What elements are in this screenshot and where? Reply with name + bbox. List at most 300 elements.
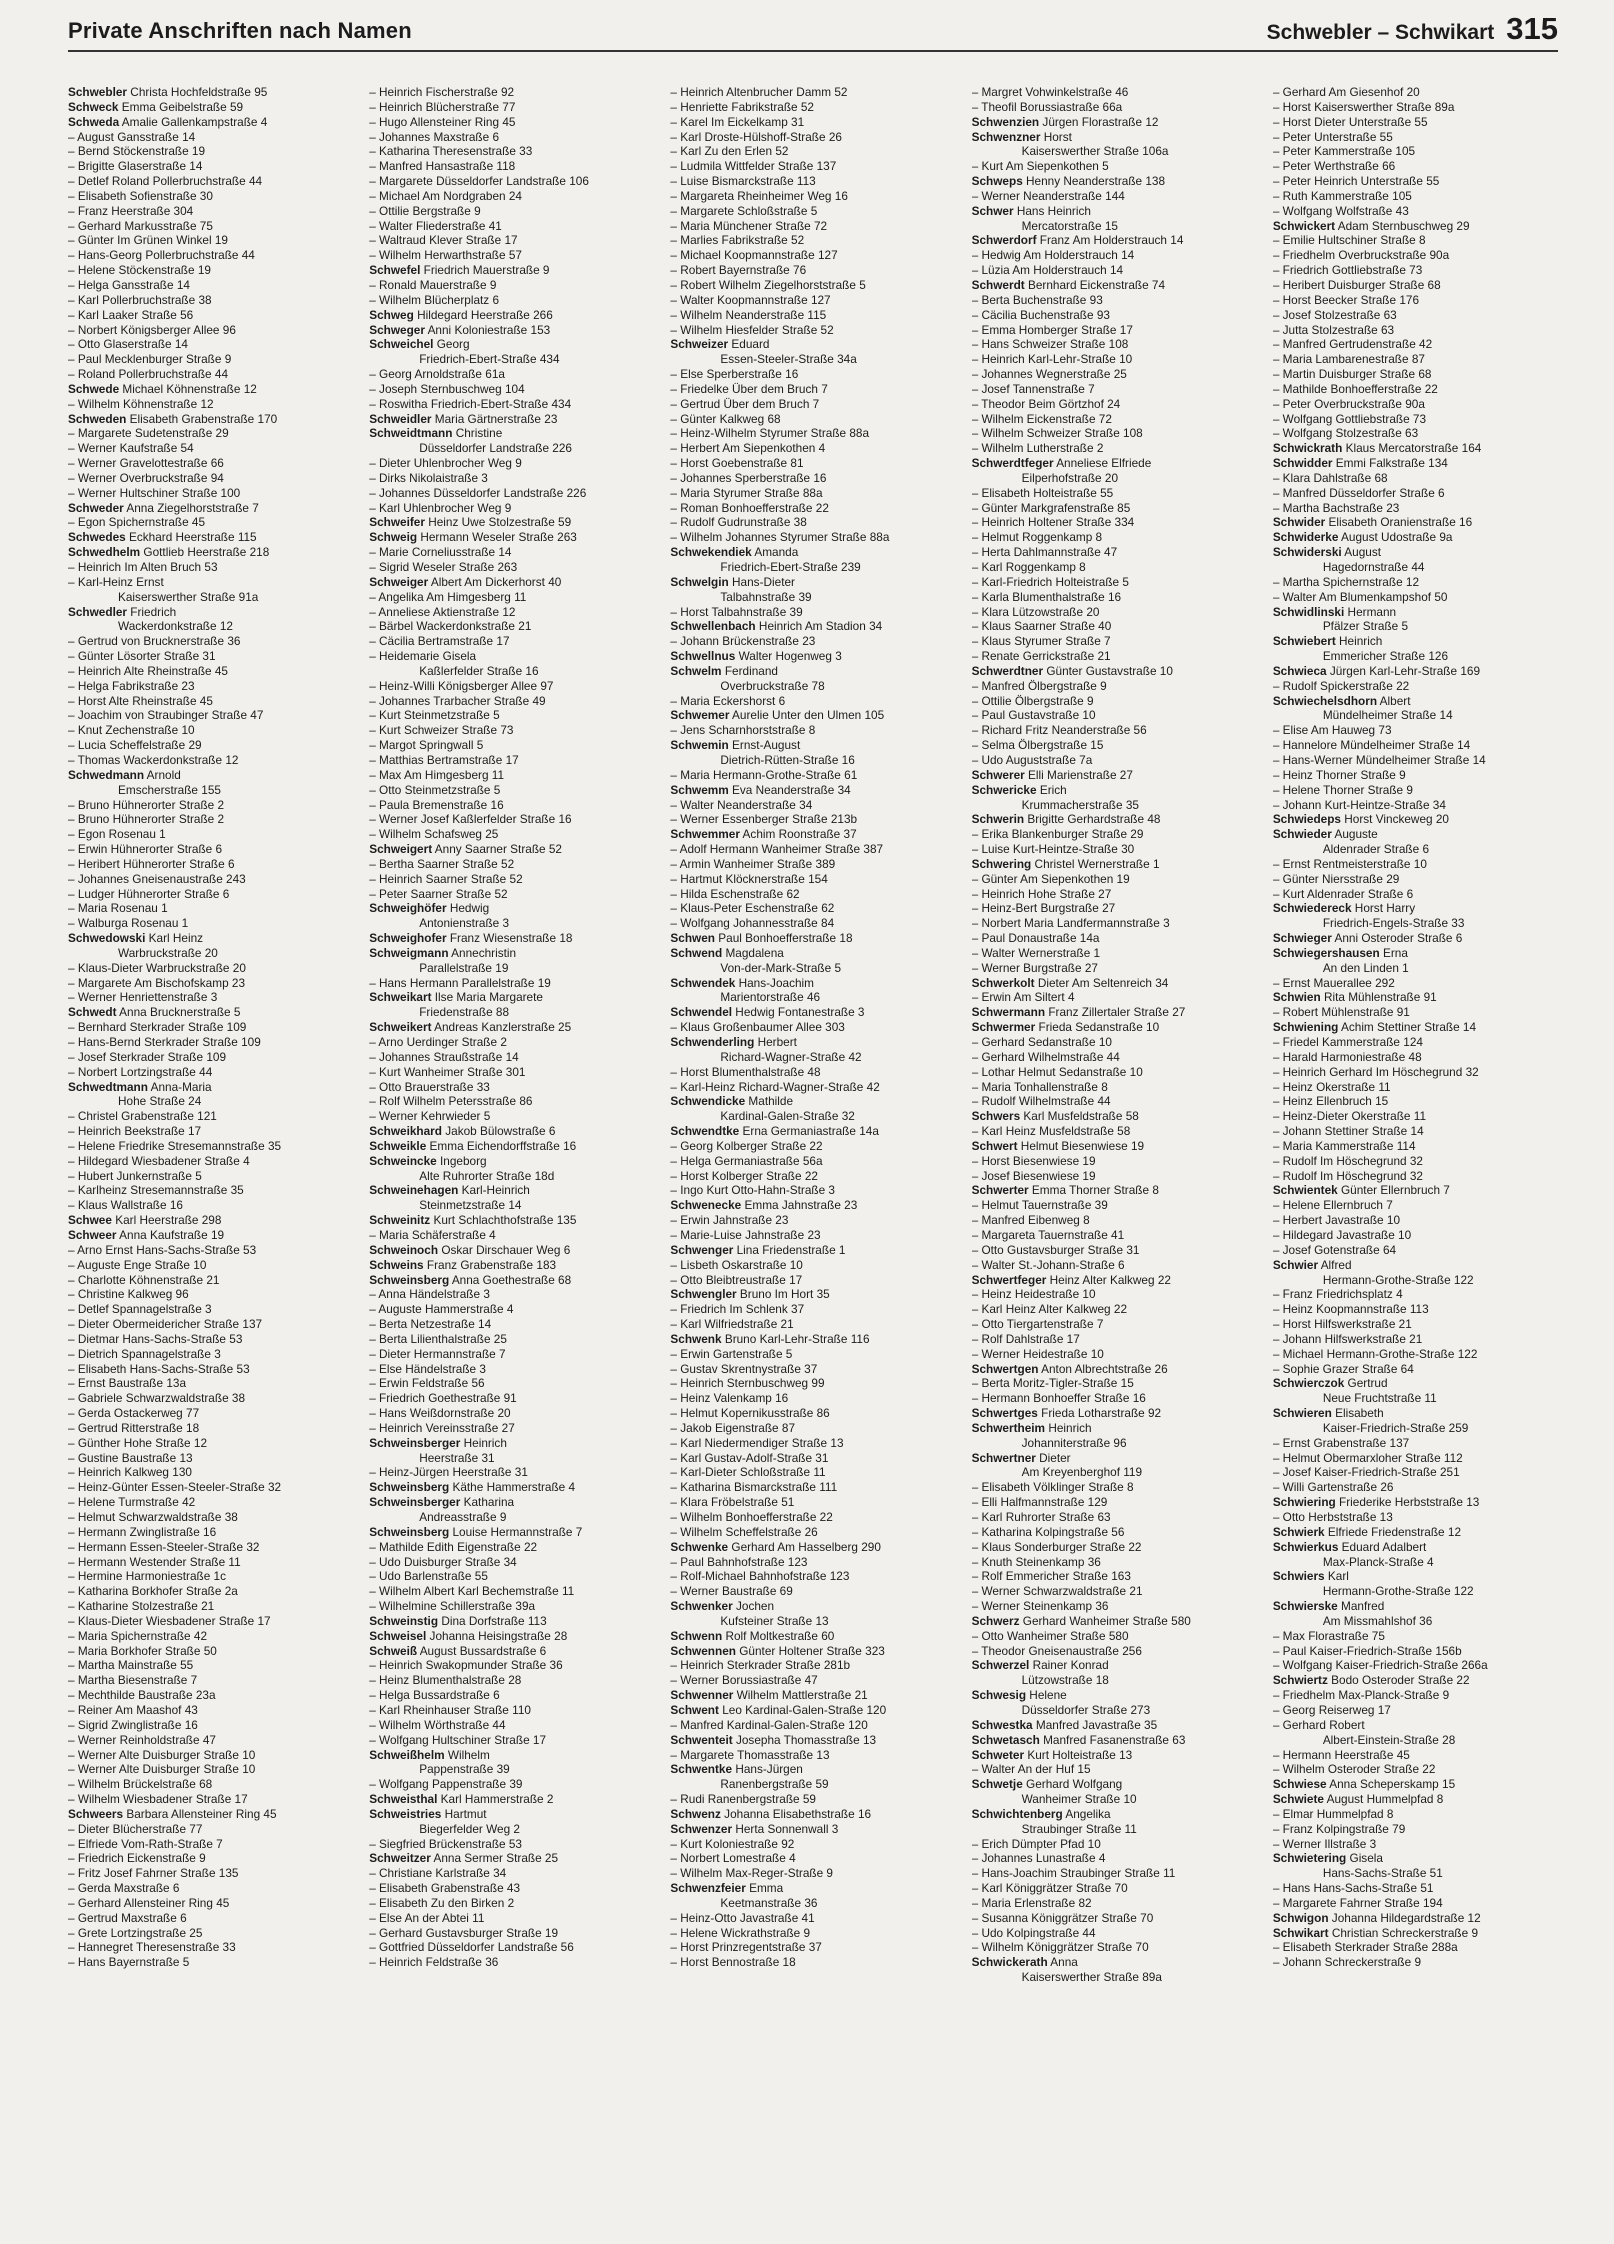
entry-text: – Wilhelm Herwarthstraße 57: [369, 248, 522, 263]
entry-text: – Heinrich Altenbrucher Damm 52: [670, 85, 848, 99]
directory-entry: [670, 1035, 955, 1050]
directory-entry: [68, 1436, 353, 1451]
directory-entry: [68, 308, 353, 323]
directory-entry: [670, 1837, 955, 1852]
directory-entry: [68, 144, 353, 159]
directory-entry: [369, 1436, 654, 1451]
surname: Schweisthal: [369, 1792, 438, 1807]
entry-text: – Werner Baustraße 69: [670, 1584, 793, 1599]
directory-entry: [1273, 130, 1558, 145]
surname: Schwieren: [1272, 1406, 1332, 1421]
directory-entry: [369, 1480, 654, 1495]
directory-entry: [972, 323, 1257, 338]
surname: Schwenteit: [670, 1732, 733, 1747]
surname: Schwenzfeier: [670, 1881, 746, 1896]
directory-entry: [68, 85, 353, 100]
surname: Schweinsberg: [369, 1524, 450, 1539]
directory-entry: [1273, 1302, 1558, 1317]
entry-text: Mercatorstraße 15: [1021, 218, 1118, 233]
entry-text: – Heinrich Gerhard Im Höschegrund 32: [1272, 1064, 1479, 1079]
directory-entry: [1273, 219, 1558, 234]
directory-entry: [68, 738, 353, 753]
surname: Schwendel: [670, 1005, 733, 1020]
entry-text: – Wilhelm Königgrätzer Straße 70: [971, 1940, 1149, 1955]
directory-entry: [670, 1555, 955, 1570]
entry-text: – Erika Blankenburger Straße 29: [971, 827, 1144, 842]
entry-text: – Kurt Schweizer Straße 73: [369, 723, 514, 738]
entry-text: – Wolfgang Stolzestraße 63: [1272, 426, 1419, 441]
directory-entry: [1273, 530, 1558, 545]
entry-text: Barbara Allensteiner Ring 45: [123, 1806, 277, 1821]
directory-entry: [972, 946, 1257, 961]
directory-entry: [68, 634, 353, 649]
entry-text: – Georg Reiserweg 17: [1272, 1702, 1391, 1717]
directory-entry: [68, 115, 353, 130]
directory-entry: [972, 1688, 1257, 1703]
directory-entry: [369, 1109, 654, 1124]
entry-text: – Wilhelm Köhnenstraße 12: [68, 396, 214, 411]
entry-text: Hohe Straße 24: [118, 1094, 202, 1109]
directory-entry: [670, 1287, 955, 1302]
entry-text: – Theofil Borussiastraße 66a: [971, 99, 1123, 114]
directory-column-1: [68, 85, 353, 2235]
entry-text: – Joseph Sternbuschweg 104: [369, 381, 525, 396]
entry-text: – Karl Heinz Alter Kalkweg 22: [971, 1302, 1128, 1317]
directory-entry: [369, 1792, 654, 1807]
directory-entry: [68, 278, 353, 293]
entry-text: Emma Eichendorffstraße 16: [426, 1138, 577, 1153]
surname: Schwertges: [971, 1406, 1038, 1421]
directory-entry: [1273, 382, 1558, 397]
entry-text: Angelika: [1062, 1806, 1111, 1821]
directory-entry: [68, 1169, 353, 1184]
directory-entry: [369, 1540, 654, 1555]
directory-entry: [972, 308, 1257, 323]
directory-entry: [972, 441, 1257, 456]
entry-text: – August Gansstraße 14: [68, 129, 196, 144]
directory-entry: [670, 278, 955, 293]
entry-text: – Josef Gotenstraße 64: [1272, 1242, 1397, 1257]
surname: Schwidlinski: [1272, 604, 1345, 619]
entry-text: Karl Heinz: [145, 931, 204, 946]
directory-entry: [369, 872, 654, 887]
entry-text: Alfred: [1318, 1257, 1352, 1272]
entry-text: – Werner Neanderstraße 144: [971, 188, 1125, 203]
entry-text: – Maria Spichernstraße 42: [68, 1628, 208, 1643]
entry-text: Mathilde: [745, 1094, 794, 1109]
entry-text: – Cäcilia Bertramstraße 17: [369, 634, 510, 649]
entry-text: Am Missmahlshof 36: [1322, 1613, 1433, 1628]
entry-text: – Karl Niedermendiger Straße 13: [670, 1435, 844, 1450]
directory-entry: [369, 1896, 654, 1911]
entry-text: – Horst Biesenwiese 19: [971, 1153, 1096, 1168]
entry-text: – Manfred Kardinal-Galen-Straße 120: [670, 1717, 868, 1732]
directory-entry: [1273, 1406, 1558, 1421]
surname: Schwierk: [1272, 1524, 1325, 1539]
entry-text: – Paula Bremenstraße 16: [369, 797, 504, 812]
entry-text: – Karl Uhlenbrocher Weg 9: [369, 500, 512, 515]
directory-entry: [1273, 1792, 1558, 1807]
directory-entry: [972, 1451, 1257, 1466]
entry-text: – Angelika Am Himgesberg 11: [369, 589, 527, 604]
entry-text: Max-Planck-Straße 4: [1322, 1554, 1434, 1569]
directory-entry: [972, 1213, 1257, 1228]
entry-text: Am Kreyenberghof 119: [1021, 1465, 1143, 1480]
entry-text: Karl-Heinrich: [458, 1183, 530, 1198]
directory-entry: [1273, 1465, 1558, 1480]
directory-entry: [972, 233, 1257, 248]
entry-text: – Gustav Skrentnystraße 37: [670, 1361, 818, 1376]
directory-entry: [670, 1629, 955, 1644]
entry-text: – Arno Ernst Hans-Sachs-Straße 53: [68, 1242, 257, 1257]
directory-entry: [369, 1273, 654, 1288]
directory-entry: [1273, 738, 1558, 753]
entry-text: – Heinrich Sterkrader Straße 281b: [670, 1658, 851, 1673]
entry-text: – Josef Tannenstraße 7: [971, 381, 1095, 396]
directory-entry: [68, 1614, 353, 1629]
directory-entry: [972, 1762, 1257, 1777]
directory-entry: [68, 1198, 353, 1213]
directory-entry: [1273, 501, 1558, 516]
entry-text: – Otto Herbststraße 13: [1272, 1510, 1393, 1524]
entry-text: – Elisabeth Hans-Sachs-Straße 53: [68, 1361, 250, 1376]
entry-text: – Michael Am Nordgraben 24: [369, 188, 522, 203]
entry-text: – Margarete Sudetenstraße 29: [68, 426, 229, 441]
directory-entry: [1273, 649, 1558, 664]
entry-text: – Egon Rosenau 1: [68, 827, 166, 842]
entry-text: Dietrich-Rütten-Straße 16: [720, 752, 855, 767]
directory-entry: [68, 412, 353, 427]
surname: Schwider: [1272, 515, 1326, 530]
entry-text: – Peter Saarner Straße 52: [369, 886, 508, 901]
directory-entry: [369, 1703, 654, 1718]
directory-entry: [670, 1109, 955, 1124]
directory-entry: [670, 1005, 955, 1020]
surname: Schweigert: [369, 842, 433, 857]
directory-entry: [1273, 605, 1558, 620]
directory-entry: [1273, 456, 1558, 471]
page-header: [68, 10, 1558, 52]
entry-text: Heinz Uwe Stolzestraße 59: [424, 515, 572, 530]
surname: Schwierczok: [1272, 1376, 1345, 1391]
entry-text: Manfred Javastraße 35: [1032, 1717, 1158, 1732]
directory-entry: [670, 901, 955, 916]
directory-entry: [972, 1822, 1257, 1837]
directory-entry: [1273, 1451, 1558, 1466]
directory-entry: [369, 352, 654, 367]
entry-text: Christine: [452, 426, 503, 441]
entry-text: – Rolf-Michael Bahnhofstraße 123: [670, 1569, 850, 1584]
entry-text: – Helmut Roggenkamp 8: [971, 530, 1103, 545]
directory-entry: [1273, 768, 1558, 783]
directory-entry: [1273, 946, 1558, 961]
entry-text: Gottlieb Heerstraße 218: [140, 545, 270, 560]
entry-text: Marientorstraße 46: [720, 990, 821, 1005]
directory-entry: [972, 768, 1257, 783]
surname: Schweikle: [369, 1138, 427, 1153]
surname: Schweins: [369, 1257, 424, 1272]
entry-text: Emmericher Straße 126: [1322, 649, 1449, 664]
directory-entry: [1273, 1183, 1558, 1198]
directory-entry: [972, 1837, 1257, 1852]
entry-text: – Gertrud Ritterstraße 18: [68, 1420, 200, 1435]
entry-text: – Berta Lilienthalstraße 25: [369, 1331, 507, 1346]
entry-text: – Erich Dümpter Pfad 10: [971, 1836, 1101, 1851]
directory-entry: [670, 1510, 955, 1525]
directory-entry: [369, 530, 654, 545]
directory-entry: [972, 1020, 1257, 1035]
directory-entry: [369, 293, 654, 308]
surname: Schweinstig: [369, 1613, 439, 1628]
entry-text: Magdalena: [722, 945, 784, 960]
entry-text: – Günter Am Siepenkothen 19: [971, 871, 1130, 886]
directory-entry: [972, 248, 1257, 263]
directory-entry: [1273, 1555, 1558, 1570]
surname: Schwedtmann: [68, 1079, 148, 1094]
directory-entry: [670, 174, 955, 189]
entry-text: – Elise Am Hauweg 73: [1272, 723, 1392, 738]
entry-text: – Elfriede Vom-Rath-Straße 7: [68, 1836, 223, 1851]
directory-entry: [1273, 545, 1558, 560]
surname: Schwerin: [971, 812, 1025, 827]
entry-text: – Walburga Rosenau 1: [68, 916, 189, 931]
directory-entry: [68, 812, 353, 827]
directory-entry: [369, 159, 654, 174]
surname: Schwefel: [369, 263, 421, 278]
entry-text: – Berta Buchenstraße 93: [971, 292, 1103, 307]
directory-entry: [670, 85, 955, 100]
entry-text: – Walter Am Blumenkampshof 50: [1272, 589, 1448, 604]
entry-text: Käthe Hammerstraße 4: [449, 1480, 576, 1495]
entry-text: – Werner Alte Duisburger Straße 10: [68, 1762, 256, 1777]
entry-text: – Hannegret Theresenstraße 33: [68, 1940, 236, 1955]
directory-entry: [369, 144, 654, 159]
surname: Schweinsberg: [369, 1272, 450, 1287]
entry-text: Hans Heinrich: [1013, 203, 1091, 218]
directory-entry: [369, 1139, 654, 1154]
directory-entry: [1273, 887, 1558, 902]
directory-entry: [68, 486, 353, 501]
entry-text: – Johann Hilfswerkstraße 21: [1272, 1331, 1423, 1346]
directory-entry: [670, 1896, 955, 1911]
entry-text: Katharina: [460, 1495, 515, 1510]
entry-text: – Margarete Düsseldorfer Landstraße 106: [369, 174, 589, 189]
directory-entry: [670, 1822, 955, 1837]
directory-entry: [369, 412, 654, 427]
surname: Schweda: [68, 114, 120, 129]
directory-entry: [670, 1955, 955, 1970]
entry-text: – Mathilde Bonhoefferstraße 22: [1272, 381, 1438, 396]
surname: Schweifer: [369, 515, 425, 530]
directory-entry: [369, 723, 654, 738]
directory-entry: [972, 1807, 1257, 1822]
directory-entry: [972, 293, 1257, 308]
directory-entry: [68, 1688, 353, 1703]
entry-text: – Maria Erlenstraße 82: [971, 1895, 1092, 1910]
entry-text: Heinrich: [460, 1435, 507, 1450]
directory-entry: [1273, 1525, 1558, 1540]
entry-text: Aldenrader Straße 6: [1322, 842, 1430, 857]
entry-text: – Johann Schreckerstraße 9: [1272, 1955, 1422, 1970]
entry-text: – Robert Wilhelm Ziegelhorststraße 5: [670, 277, 866, 292]
directory-entry: [670, 1911, 955, 1926]
directory-entry: [68, 1584, 353, 1599]
directory-entry: [670, 1213, 955, 1228]
directory-entry: [68, 1718, 353, 1733]
directory-entry: [670, 1451, 955, 1466]
surname: Schwentke: [670, 1762, 733, 1777]
name-range: Schwebler – Schwikart: [1266, 21, 1495, 44]
directory-entry: [972, 1258, 1257, 1273]
entry-text: Hildegard Heerstraße 266: [413, 307, 553, 322]
entry-text: Düsseldorfer Landstraße 226: [419, 441, 572, 456]
directory-entry: [670, 1406, 955, 1421]
entry-text: – Elisabeth Sterkrader Straße 288a: [1272, 1940, 1458, 1955]
surname: Schweizer: [670, 337, 729, 352]
directory-entry: [972, 1273, 1257, 1288]
entry-text: – Friedrich Eickenstraße 9: [68, 1851, 206, 1866]
directory-entry: [1273, 634, 1558, 649]
directory-entry: [68, 1465, 353, 1480]
entry-text: – Helga Gansstraße 14: [68, 277, 190, 292]
entry-text: – Wilhelm Blücherplatz 6: [369, 292, 500, 307]
surname: Schweistries: [369, 1806, 442, 1821]
directory-entry: [1273, 1881, 1558, 1896]
entry-text: Karl Musfeldstraße 58: [1020, 1109, 1139, 1124]
entry-text: – Werner Illstraße 3: [1272, 1836, 1377, 1851]
entry-text: – Hildegard Wiesbadener Straße 4: [68, 1153, 250, 1168]
directory-entry: [972, 337, 1257, 352]
directory-entry: [670, 1614, 955, 1629]
directory-entry: [972, 961, 1257, 976]
entry-text: Louise Hermannstraße 7: [449, 1524, 583, 1539]
entry-text: Dina Dorfstraße 113: [438, 1613, 547, 1628]
entry-text: – Hans Schweizer Straße 108: [971, 337, 1129, 352]
entry-text: Emmi Falkstraße 134: [1332, 456, 1448, 471]
entry-text: – Udo Kolpingstraße 44: [971, 1925, 1096, 1940]
entry-text: – Ruth Kammerstraße 105: [1272, 188, 1412, 203]
entry-text: – Anneliese Aktienstraße 12: [369, 604, 516, 619]
entry-text: Günter Ellernbruch 7: [1337, 1183, 1450, 1198]
directory-entry: [972, 857, 1257, 872]
directory-entry: [972, 159, 1257, 174]
entry-text: Manfred: [1337, 1599, 1385, 1614]
entry-text: August: [1341, 545, 1382, 560]
entry-text: – Karlheinz Stresemannstraße 35: [68, 1183, 244, 1198]
entry-text: Andreasstraße 9: [419, 1510, 507, 1524]
directory-entry: [972, 219, 1257, 234]
directory-entry: [369, 1495, 654, 1510]
directory-entry: [68, 1228, 353, 1243]
directory-entry: [68, 1050, 353, 1065]
entry-text: – Herta Dahlmannstraße 47: [971, 545, 1118, 560]
directory-entry: [670, 1243, 955, 1258]
directory-entry: [68, 1510, 353, 1525]
entry-text: Elisabeth: [1331, 1406, 1384, 1421]
surname: Schwerer: [971, 767, 1025, 782]
directory-entry: [670, 1718, 955, 1733]
surname: Schwiderke: [1272, 530, 1339, 545]
directory-entry: [68, 367, 353, 382]
entry-text: – Susanna Königgrätzer Straße 70: [971, 1910, 1154, 1925]
directory-entry: [1273, 1273, 1558, 1288]
entry-text: Günter Holtener Straße 323: [735, 1643, 885, 1658]
entry-text: – Margarete Am Bischofskamp 23: [68, 975, 246, 990]
directory-entry: [670, 1703, 955, 1718]
entry-text: Wilhelm Mattlerstraße 21: [733, 1688, 868, 1703]
directory-entry: [369, 753, 654, 768]
entry-text: – Lüzia Am Holderstrauch 14: [971, 263, 1124, 278]
entry-text: – Karla Blumenthalstraße 16: [971, 589, 1122, 604]
directory-entry: [68, 842, 353, 857]
directory-entry: [670, 1258, 955, 1273]
directory-entry: [369, 1451, 654, 1466]
entry-text: – Rolf Emmericher Straße 163: [971, 1569, 1131, 1584]
entry-text: Heerstraße 31: [419, 1450, 495, 1465]
entry-text: – Rolf Dahlstraße 17: [971, 1331, 1080, 1346]
entry-text: – Wilhelm Scheffelstraße 26: [670, 1524, 818, 1539]
entry-text: – Wilhelm Wörthstraße 44: [369, 1717, 506, 1732]
entry-text: – Maria Schäferstraße 4: [369, 1227, 496, 1242]
directory-entry: [670, 337, 955, 352]
directory-entry: [972, 827, 1257, 842]
directory-entry: [369, 1599, 654, 1614]
entry-text: – Heinz-Willi Königsberger Allee 97: [369, 678, 554, 693]
entry-text: – Theodor Beim Görtzhof 24: [971, 396, 1121, 411]
entry-text: – Karl-Dieter Schloßstraße 11: [670, 1465, 826, 1480]
directory-entry: [670, 1480, 955, 1495]
directory-entry: [68, 887, 353, 902]
directory-entry: [670, 708, 955, 723]
entry-text: – Bruno Hühnerorter Straße 2: [68, 797, 225, 812]
surname: Schwenzner: [971, 129, 1041, 144]
directory-entry: [670, 115, 955, 130]
entry-text: Hartmut: [441, 1806, 487, 1821]
entry-text: Friedrich: [127, 604, 177, 619]
entry-text: – Wilhelm Hiesfelder Straße 52: [670, 322, 834, 337]
directory-entry: [68, 1555, 353, 1570]
directory-entry: [1273, 708, 1558, 723]
directory-entry: [972, 1332, 1257, 1347]
entry-text: Amanda: [751, 545, 799, 560]
entry-text: – Gerhard Sedanstraße 10: [971, 1035, 1112, 1049]
surname: Schwemin: [670, 738, 729, 753]
surname: Schwer: [971, 203, 1014, 218]
surname: Schwestka: [971, 1717, 1033, 1732]
directory-entry: [972, 1228, 1257, 1243]
entry-text: – Else Händelstraße 3: [369, 1361, 486, 1376]
directory-entry: [68, 1851, 353, 1866]
entry-text: Emma Geibelstraße 59: [118, 99, 244, 114]
entry-text: – Maria Borkhofer Straße 50: [68, 1643, 217, 1658]
directory-entry: [972, 1302, 1257, 1317]
directory-entry: [972, 1673, 1257, 1688]
surname: Schweg: [369, 307, 414, 322]
directory-entry: [670, 976, 955, 991]
entry-text: August Hummelpfad 8: [1323, 1792, 1444, 1807]
directory-entry: [972, 1540, 1257, 1555]
entry-text: – Otto Wanheimer Straße 580: [971, 1628, 1129, 1643]
entry-text: – Werner Burgstraße 27: [971, 960, 1098, 975]
surname: Schwerdorf: [971, 233, 1037, 248]
directory-entry: [972, 1658, 1257, 1673]
directory-entry: [369, 471, 654, 486]
entry-text: – Willi Gartenstraße 26: [1272, 1480, 1394, 1495]
surname: Schwenzer: [670, 1821, 733, 1836]
entry-text: – Heinz Ellenbruch 15: [1272, 1094, 1389, 1109]
directory-entry: [68, 1094, 353, 1109]
directory-entry: [68, 1658, 353, 1673]
